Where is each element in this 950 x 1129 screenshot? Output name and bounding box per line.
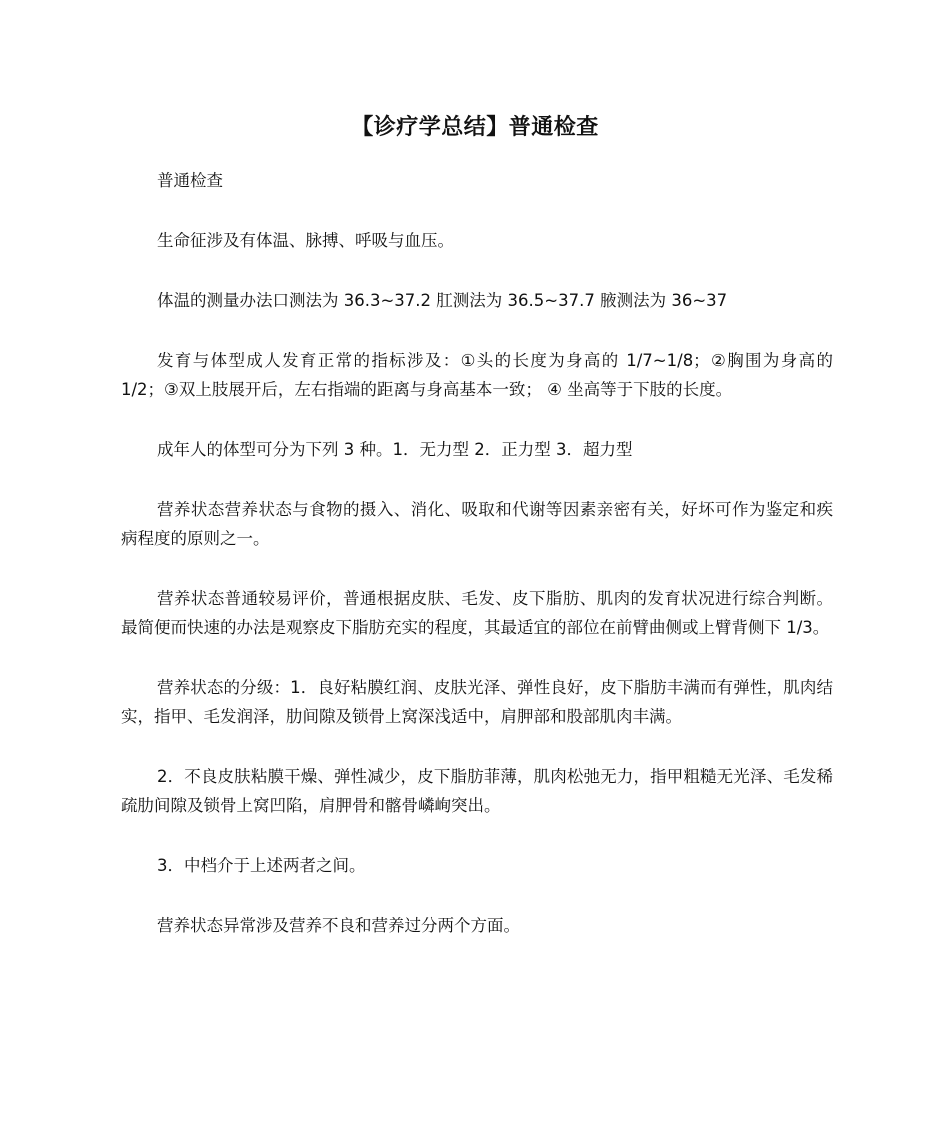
document-title: 【诊疗学总结】普通检查: [351, 114, 599, 140]
paragraph: 营养状态营养状态与食物的摄入、消化、吸取和代谢等因素亲密有关，好坏可作为鉴定和疾病程度的原则之一。: [121, 500, 833, 548]
document-body: [121, 166, 833, 971]
paragraph: 3．中档介于上述两者之间。: [157, 856, 366, 875]
paragraph: 生命征涉及有体温、脉搏、呼吸与血压。: [157, 231, 454, 250]
paragraph: 营养状态异常涉及营养不良和营养过分两个方面。: [157, 916, 520, 935]
paragraph: 体温的测量办法口测法为 36.3~37.2 肛测法为 36.5~37.7 腋测法为 36~37: [157, 291, 728, 310]
paragraph: 发育与体型成人发育正常的指标涉及：①头的长度为身高的 1/7~1/8；②胸围为身高的 1/2；③双上肢展开后，左右指端的距离与身高基本一致； ④ 坐高等于下肢的长度。: [121, 351, 833, 399]
paragraph: 普通检查: [157, 171, 223, 190]
paragraph: 2．不良皮肤粘膜干燥、弹性减少，皮下脂肪菲薄，肌肉松弛无力，指甲粗糙无光泽、毛发稀疏肋间隙及锁骨上窝凹陷，肩胛骨和髂骨嶙峋突出。: [121, 767, 833, 815]
paragraph: 营养状态的分级：1．良好粘膜红润、皮肤光泽、弹性良好，皮下脂肪丰满而有弹性，肌肉结实，指甲、毛发润泽，肋间隙及锁骨上窝深浅适中，肩胛部和股部肌肉丰满。: [121, 678, 833, 726]
paragraph: 成年人的体型可分为下列 3 种。1．无力型 2．正力型 3．超力型: [157, 440, 633, 459]
paragraph: 营养状态普通较易评价，普通根据皮肤、毛发、皮下脂肪、肌肉的发育状况进行综合判断。最简便而快速的办法是观察皮下脂肪充实的程度，其最适宜的部位在前臂曲侧或上臂背侧下 1/3。: [121, 589, 833, 637]
